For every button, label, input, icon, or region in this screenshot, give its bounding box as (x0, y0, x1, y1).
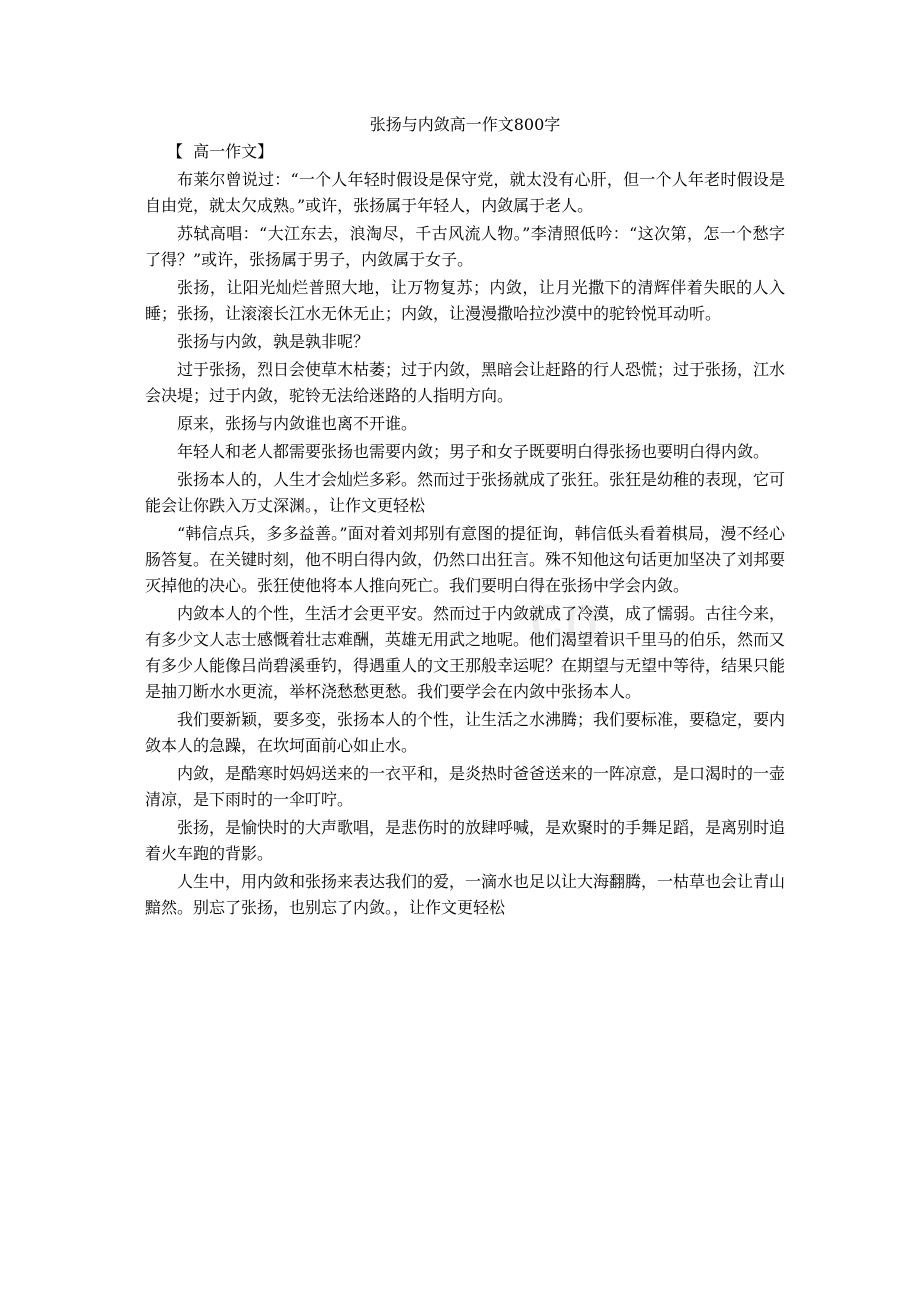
paragraph: 我们要新颖，要多变，张扬本人的个性，让生活之水沸腾；我们要标准，要稳定，要内敛本人的急躁，在坎坷面前心如止水。 (145, 710, 786, 755)
paragraph: 张扬，让阳光灿烂普照大地，让万物复苏；内敛，让月光撒下的清辉伴着失眠的人入睡；张扬，让滚滚长江水无休无止；内敛，让漫漫撒哈拉沙漠中的驼铃悦耳动听。 (145, 278, 785, 323)
document-body (145, 111, 785, 923)
document-title: 张扬与内敛高一作文800字 (369, 115, 561, 134)
paragraph: 布莱尔曾说过：“一个人年轻时假设是保守党，就太没有心肝，但一个人年老时假设是自由党，就太欠成熟。”或许，张扬属于年轻人，内敛属于老人。 (145, 170, 785, 215)
paragraph: 年轻人和老人都需要张扬也需要内敛；男子和女子既要明白得张扬也要明白得内敛。 (177, 442, 770, 461)
paragraph: 张扬本人的，人生才会灿烂多彩。然而过于张扬就成了张狂。张狂是幼稚的表现，它可能会让你跌入万丈深渊。，让作文更轻松 (145, 470, 786, 515)
watermark: cn (530, 581, 602, 653)
category-label: 【 高一作文】 (167, 142, 274, 161)
paragraph: 张扬与内敛，孰是孰非呢？ (177, 332, 370, 351)
paragraph: “韩信点兵，多多益善。”面对着刘邦别有意图的提征询，韩信低头看着棋局，漫不经心肠答复。在关键时刻，他不明白得内敛，仍然口出狂言。殊不知他这句话更加坚决了刘邦要灭掉他的决心。张狂使他将本人推向死亡。我们要明白得在张扬中学会内敛。 (145, 524, 786, 595)
paragraph: 内敛本人的个性，生活才会更平安。然而过于内敛就成了冷漠，成了懦弱。古往今来，有多少文人志士感慨着壮志难酬，英雄无用武之地呢。他们渴望着识千里马的伯乐，然而又有多少人能像吕尚碧溪垂钓，得遇重人的文王那般幸运呢？在期望与无望中等待，结果只能是抽刀断水水更流，举杯浇愁愁更愁。我们要学会在内敛中张扬本人。 (145, 604, 786, 701)
paragraph: 张扬，是愉快时的大声歌唱，是悲伤时的放肆呼喊，是欢聚时的手舞足蹈，是离别时追着火车跑的背影。 (145, 818, 786, 863)
paragraph: 苏轼高唱：“大江东去，浪淘尽，千古风流人物。”李清照低吟：“这次第，怎一个愁字了得？”或许，张扬属于男子，内敛属于女子。 (145, 224, 785, 269)
paragraph: 原来，张扬与内敛谁也离不开谁。 (177, 414, 418, 433)
paragraph: 人生中，用内敛和张扬来表达我们的爱，一滴水也足以让大海翻腾，一枯草也会让青山黯然。别忘了张扬，也别忘了内敛。，让作文更轻松 (145, 872, 786, 917)
paragraph: 内敛，是酷寒时妈妈送来的一衣平和，是炎热时爸爸送来的一阵凉意，是口渴时的一壶清凉，是下雨时的一伞叮咛。 (145, 764, 786, 809)
paragraph: 过于张扬，烈日会使草木枯萎；过于内敛，黑暗会让赶路的行人恐慌；过于张扬，江水会决堤；过于内敛，驼铃无法给迷路的人指明方向。 (145, 360, 786, 405)
